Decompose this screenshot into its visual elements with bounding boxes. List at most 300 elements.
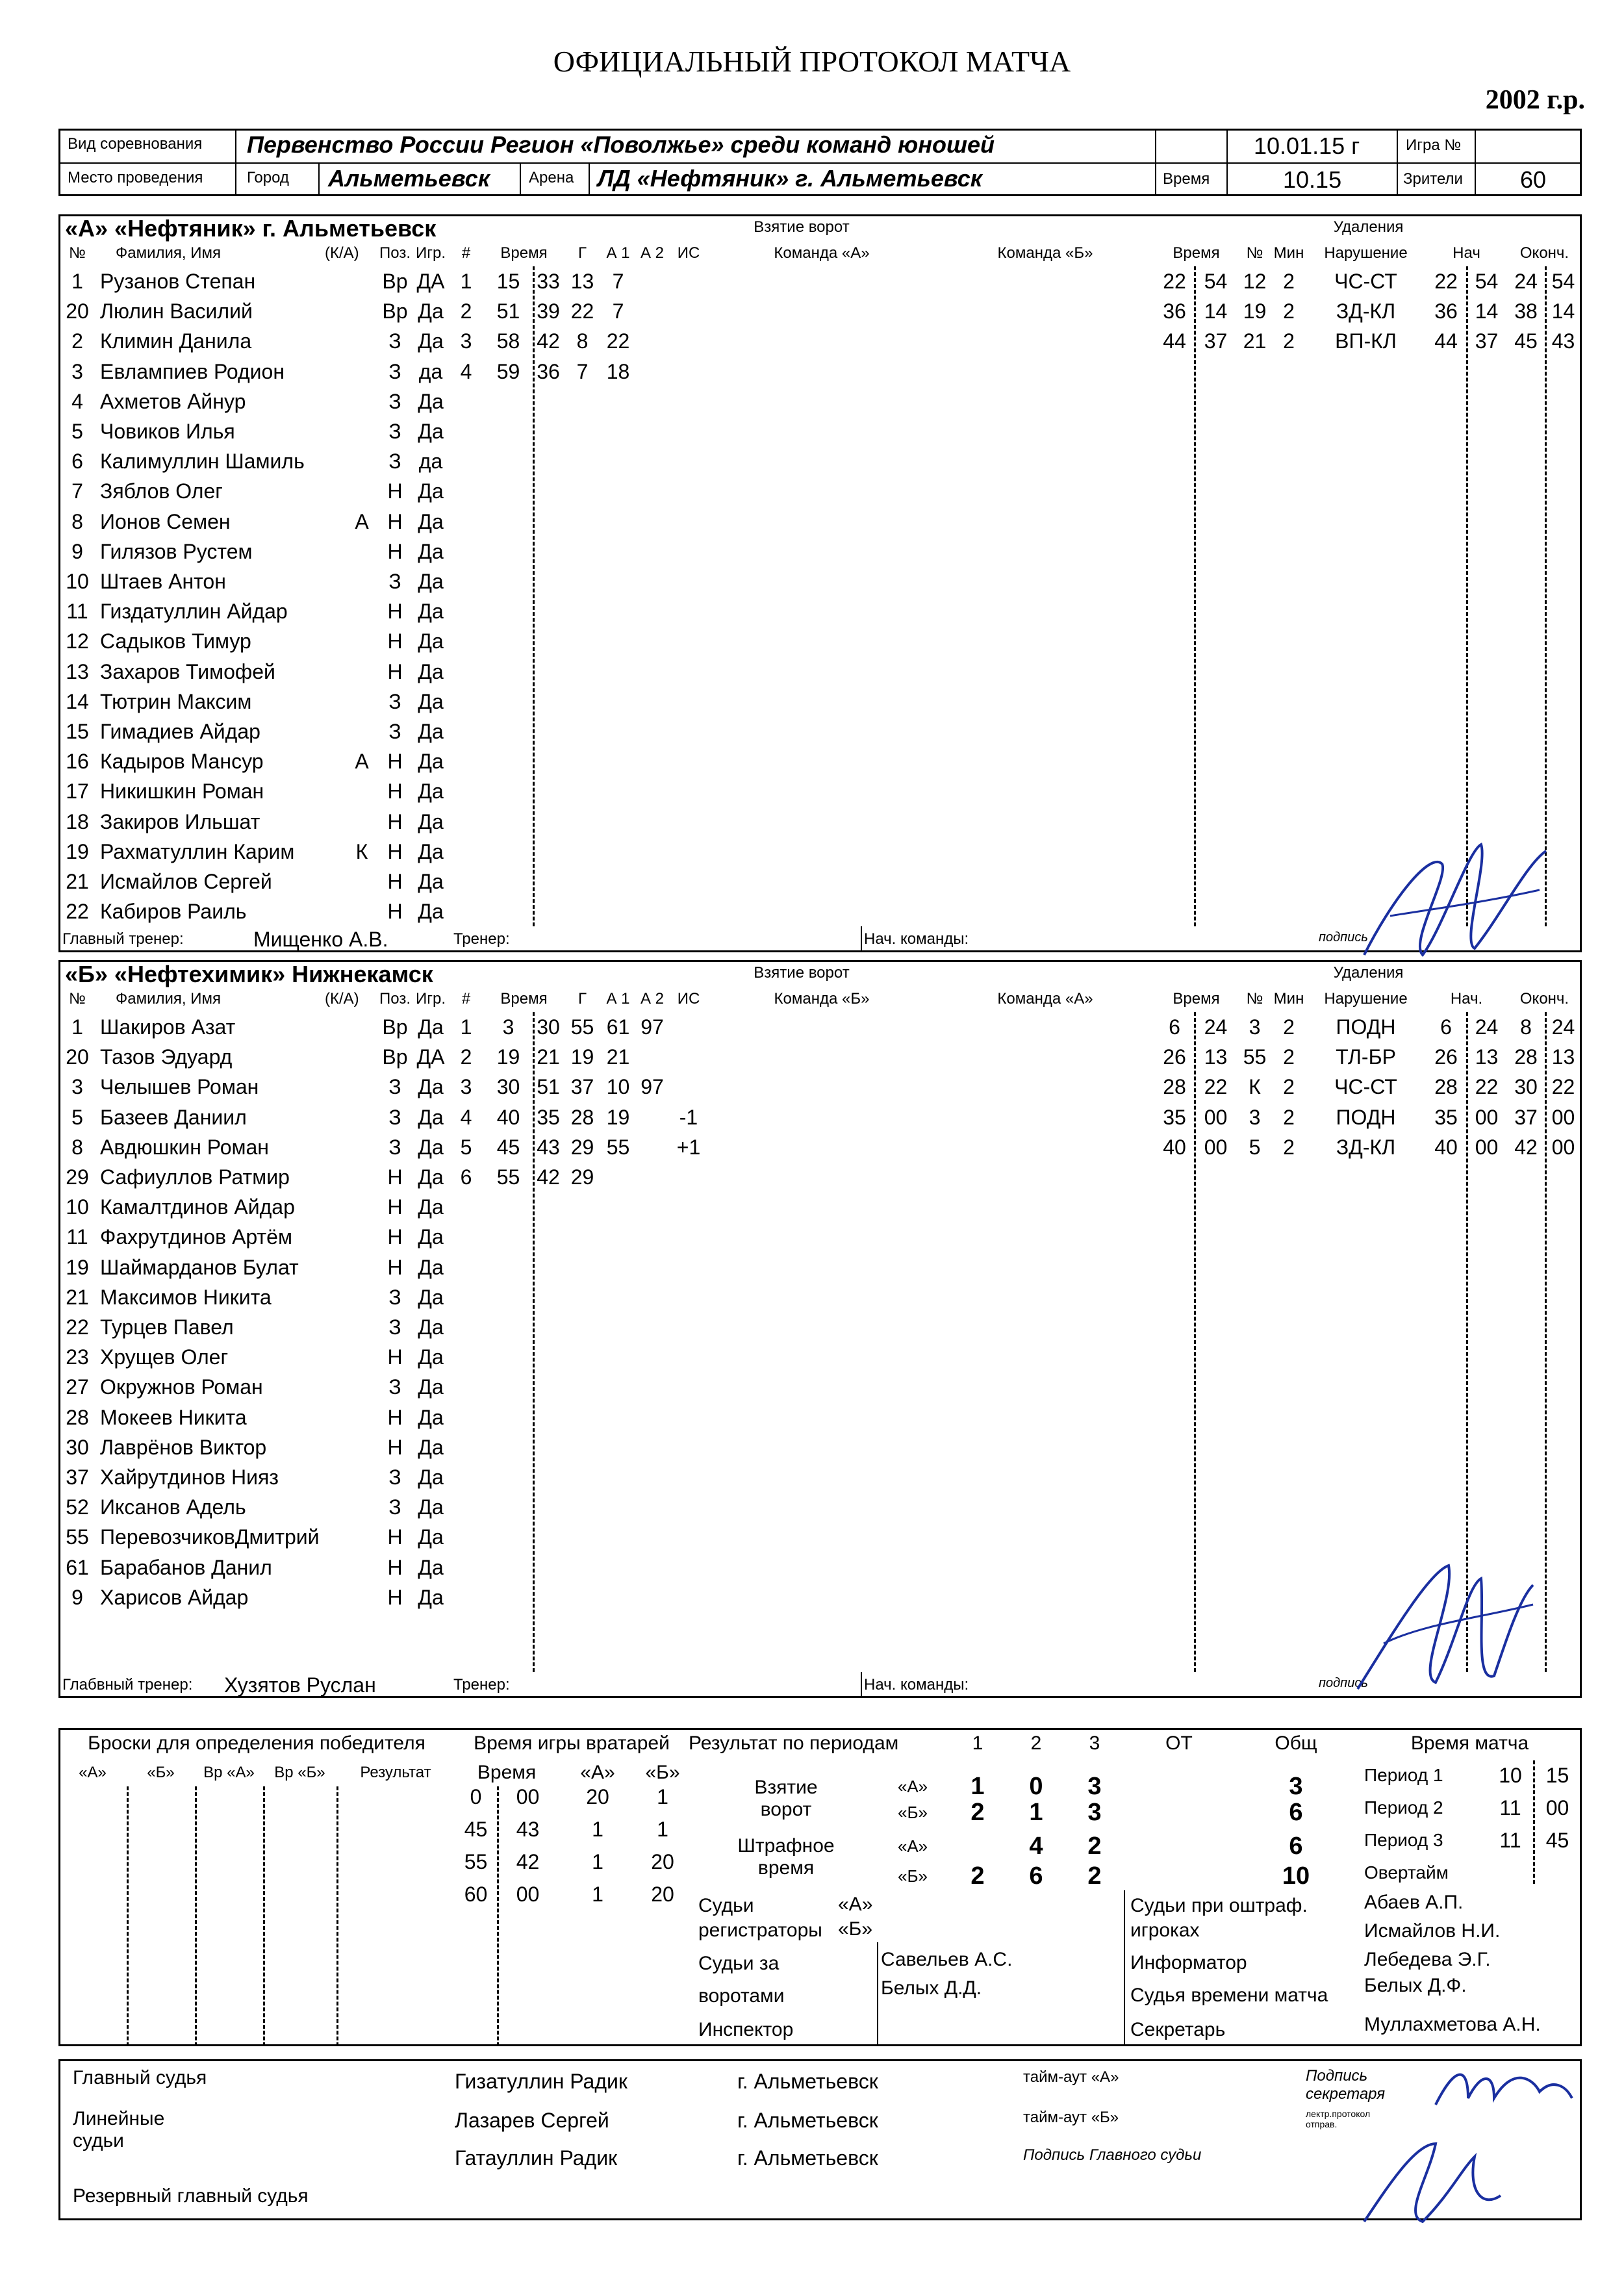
player-name: Харисов Айдар [100,1586,249,1609]
player-name: Фахрутдинов Артём [100,1225,292,1249]
goal-no: 3 [460,1075,472,1098]
competition-value: Первенство России Регион «Поволжье» среди команд юношей [247,131,995,158]
year-label: 2002 г.р. [1485,85,1585,115]
player-name: Гимадиев Айдар [100,720,260,743]
player-no: 12 [66,629,89,653]
col-violation: Нарушение [1324,244,1408,262]
period-value: 2 [971,1799,985,1826]
period-col: ОТ [1165,1732,1193,1754]
coach-label: Тренер: [453,930,510,948]
player-pos: Н [387,660,403,683]
main-referee-label: Главный судья [73,2067,207,2088]
player-pos: З [388,1495,401,1519]
player-name: Иксанов Адель [100,1495,246,1519]
signature-label: подпись [1319,930,1368,945]
player-name: Мокеев Никита [100,1406,247,1429]
player-played: Да [418,1075,444,1098]
pen-min: 44 [1163,329,1186,353]
gk-a: 1 [592,1883,603,1906]
match-period-label: Период 3 [1364,1830,1443,1850]
goal-min: 3 [502,1015,514,1039]
col-no: № [69,990,86,1008]
team-a-penalties-title: Удаления [1333,218,1404,236]
player-no: 13 [66,660,89,683]
gk-col: Время [477,1762,537,1783]
goal-assist-2 [635,357,669,387]
player-name: Рузанов Степан [100,270,256,293]
player-played: Да [418,1406,444,1429]
player-pos: Н [387,1225,403,1249]
player-pos: З [388,1375,401,1399]
player-pos: З [388,329,401,353]
player-played: Да [418,1556,444,1579]
pen-end-sec: 43 [1551,329,1575,353]
grid-line [861,1672,862,1698]
player-no: 2 [71,329,83,353]
player-played: Да [418,510,444,533]
period-value: 6 [1289,1799,1303,1826]
linesman-1-city: г. Альметьевск [737,2109,878,2132]
player-name: Гилязов Рустем [100,540,253,563]
time-divider [1533,1760,1535,1884]
goal-sec: 43 [537,1136,560,1159]
player-name: Сафиуллов Ратмир [100,1165,290,1189]
pen-end-sec: 22 [1551,1075,1575,1098]
player-played: Да [418,329,444,353]
player-name: Рахматуллин Карим [100,840,295,863]
col-team-1: Команда «Б» [774,990,870,1008]
col-pos: Поз. [379,990,411,1008]
spectators-value: 60 [1520,166,1547,193]
goal-assist-1: 7 [612,299,624,323]
shootout-col: Вр «А» [203,1764,255,1781]
player-no: 27 [66,1375,89,1399]
pen-end-min: 28 [1514,1045,1538,1069]
player-played: Да [418,1195,444,1219]
informer-label: Информатор [1130,1952,1247,1973]
pen-start-sec: 37 [1475,329,1499,353]
col-a1: А 1 [606,990,630,1008]
player-played: Да [418,479,444,503]
period-value: 3 [1087,1799,1102,1826]
player-pos: Н [387,1345,403,1369]
period-value: 6 [1289,1833,1303,1860]
col-pen-no: № [1246,244,1263,262]
match-period-sec: 15 [1545,1764,1569,1787]
player-no: 1 [71,270,83,293]
player-name: Зяблов Олег [100,479,223,503]
goal-min: 51 [496,299,520,323]
linesman-1-name: Лазарев Сергей [455,2109,609,2132]
gk-sec: 00 [516,1785,540,1808]
period-team: «А» [897,1836,928,1856]
player-no: 7 [71,479,83,503]
date-value: 10.01.15 г [1254,133,1360,159]
player-played: Да [418,1495,444,1519]
player-pos: З [388,420,401,443]
player-played: Да [418,1525,444,1549]
pen-violation: ЧС-СТ [1334,1075,1397,1098]
player-played: Да [418,1165,444,1189]
pen-player: 3 [1249,1106,1261,1129]
player-pos: Вр [382,1015,408,1039]
goal-assist-1: 61 [606,1015,630,1039]
period-value: 2 [1087,1862,1102,1890]
player-pos: Н [387,840,403,863]
pen-start-sec: 22 [1475,1075,1499,1098]
pen-start-min: 6 [1440,1015,1452,1039]
pen-end-sec: 13 [1551,1045,1575,1069]
pen-violation: ПОДН [1336,1106,1396,1129]
match-period-min [1488,1858,1533,1888]
player-name: Шаймарданов Булат [100,1256,299,1279]
player-played: Да [418,1106,444,1129]
player-pos: Н [387,1165,403,1189]
pen-start-sec: 00 [1475,1106,1499,1129]
goal-situation [669,1162,708,1192]
linesman-2-city: г. Альметьевск [737,2146,878,2170]
gk-min: 45 [464,1818,488,1841]
reserve-referee-label: Резервный главный судья [73,2185,309,2207]
player-pos [377,1612,413,1642]
player-pos: З [388,1075,401,1098]
col-ka: (К/А) [325,990,359,1008]
signature-team-b [1338,1546,1546,1715]
player-played: да [418,360,443,383]
pen-sec: 00 [1204,1106,1228,1129]
player-name [100,1642,355,1672]
time-label: Время [1163,170,1210,188]
goal-sec: 39 [537,299,560,323]
col-is: ИС [677,244,700,262]
goal-assist-1: 21 [606,1045,630,1069]
player-no: 3 [71,1075,83,1098]
player-played: Да [418,690,444,713]
col-a2: А 2 [640,244,665,262]
goal-no: 4 [460,360,472,383]
player-name: Климин Данила [100,329,252,353]
pen-violation: ВП-КЛ [1335,329,1397,353]
col-pen-no: № [1246,990,1263,1008]
gk-b: 1 [657,1785,668,1808]
gk-min: 60 [464,1883,488,1906]
player-no: 23 [66,1345,89,1369]
team-b-goals-title: Взятие ворот [754,964,850,982]
col-time: Время [500,244,548,262]
game-no-label: Игра № [1406,136,1462,154]
match-time-title: Время матча [1410,1732,1529,1754]
col-no: № [69,244,86,262]
protocol-sent-label: лектр.протокол отправ. [1306,2109,1371,2129]
player-no: 21 [66,1286,89,1309]
pen-minutes: 2 [1283,1045,1295,1069]
player-no: 6 [71,450,83,473]
team-a-title: «А» «Нефтяник» г. Альметьевск [65,215,437,242]
col-played: Игр. [415,244,446,262]
player-no: 37 [66,1465,89,1489]
player-pos: Вр [382,270,408,293]
pen-sec: 37 [1204,329,1228,353]
player-no: 15 [66,720,89,743]
player-ka: А [355,750,369,773]
player-pos: З [388,360,401,383]
player-played: Да [418,299,444,323]
goal-scorer: 13 [570,270,594,293]
goal-judge-1: Савельев А.С. [881,1949,1013,1970]
pen-start-sec: 13 [1475,1045,1499,1069]
col-pen-min: Мин [1273,990,1304,1008]
pen-sec: 24 [1204,1015,1228,1039]
player-no: 19 [66,1256,89,1279]
goal-assist-2 [635,326,669,356]
pen-start-min: 36 [1434,299,1458,323]
period-value: 1 [971,1773,985,1800]
periods-title: Результат по периодам [689,1732,899,1754]
period-col: Общ [1275,1732,1317,1754]
goal-assist-2 [635,1162,669,1192]
player-ka: А [355,510,369,533]
goal-assist-2 [635,1132,669,1162]
goal-scorer: 7 [576,360,589,383]
gk-col: «Б» [645,1762,680,1783]
player-pos: З [388,720,401,743]
secretary-label: Секретарь [1130,2019,1226,2040]
goal-no: 2 [460,299,472,323]
goal-min: 55 [496,1165,520,1189]
player-pos: Н [387,629,403,653]
goal-assist-1: 7 [612,270,624,293]
player-played: Да [418,840,444,863]
pen-player: 3 [1249,1015,1261,1039]
player-pos: З [388,1465,401,1489]
pen-min: 40 [1163,1136,1186,1159]
col-a1: А 1 [606,244,630,262]
player-pos: Н [387,479,403,503]
player-name: Базеев Даниил [100,1106,247,1129]
player-played: Да [418,1436,444,1459]
player-no: 14 [66,690,89,713]
pim-label: Штрафное время [737,1835,835,1879]
player-no: 30 [66,1436,89,1459]
pen-start-min: 28 [1434,1075,1458,1098]
pen-judge-1: Абаев А.П. [1364,1892,1464,1913]
page-title: ОФИЦИАЛЬНЫЙ ПРОТОКОЛ МАТЧА [553,45,1071,78]
player-no: 17 [66,780,89,803]
player-no: 4 [71,390,83,413]
col-pen-time: Время [1173,244,1220,262]
grid-line [861,926,862,952]
goal-no: 6 [460,1165,472,1189]
goal-no: 1 [460,1015,472,1039]
player-pos: Вр [382,299,408,323]
player-name: Тютрин Максим [100,690,252,713]
gk-b: 1 [657,1818,668,1841]
player-pos: Н [387,1406,403,1429]
pen-end-min: 24 [1514,270,1538,293]
player-played: Да [418,1286,444,1309]
coach-label: Тренер: [453,1676,510,1694]
head-coach-name: Мищенко А.В. [253,928,388,952]
goal-assist-2 [635,1102,669,1132]
goals-label: Взятие ворот [754,1777,818,1820]
time-divider [263,1786,265,2046]
player-no: 10 [66,570,89,593]
period-value: 2 [1087,1833,1102,1860]
signature-secretary [1429,2053,1579,2124]
player-pos: Н [387,1436,403,1459]
player-played [413,1612,448,1642]
match-period-min: 10 [1499,1764,1522,1787]
spectators-label: Зрители [1403,170,1463,188]
player-played: Да [418,1375,444,1399]
time-divider [127,1786,129,2046]
player-no: 10 [66,1195,89,1219]
player-no: 61 [66,1556,89,1579]
pen-end-sec: 00 [1551,1106,1575,1129]
pen-sec: 13 [1204,1045,1228,1069]
pen-minutes: 2 [1283,329,1295,353]
gk-sec: 42 [516,1850,540,1873]
goal-situation [669,1072,708,1102]
goal-no: 5 [460,1136,472,1159]
player-name: Камалтдинов Айдар [100,1195,295,1219]
player-no: 22 [66,900,89,923]
period-value: 3 [1289,1773,1303,1800]
grid-line [877,1942,878,2046]
player-played: Да [418,1465,444,1489]
gk-col: «А» [580,1762,615,1783]
player-name: Гиздатуллин Айдар [100,600,288,623]
period-value [1124,1832,1234,1860]
gk-min: 55 [464,1850,488,1873]
player-name: Човиков Илья [100,420,235,443]
pen-start-sec: 24 [1475,1015,1499,1039]
secretary-value: Муллахметова А.Н. [1364,2014,1541,2035]
player-pos: Н [387,540,403,563]
pen-violation: ЗД-КЛ [1336,1136,1396,1159]
pen-end-min: 37 [1514,1106,1538,1129]
col-pen-min: Мин [1273,244,1304,262]
inspector-label: Инспектор [698,2019,794,2040]
match-period-label: Овертайм [1364,1862,1449,1883]
goal-assist-1 [601,1162,635,1192]
player-name: Кабиров Раиль [100,900,247,923]
player-pos: Н [387,510,403,533]
timekeeper-label: Судья времени матча [1130,1985,1328,2006]
period-col: 3 [1089,1732,1100,1754]
player-pos: З [388,1315,401,1339]
player-played: Да [418,1315,444,1339]
city-label: Город [247,169,289,186]
team-a-goals-title: Взятие ворот [754,218,850,236]
match-period-sec [1533,1858,1582,1888]
pen-end-sec: 54 [1551,270,1575,293]
player-no: 21 [66,870,89,893]
match-period-sec: 00 [1545,1796,1569,1820]
player-name: Штаев Антон [100,570,226,593]
player-no: 11 [66,600,88,623]
player-pos: Н [387,750,403,773]
goal-situation [669,266,708,296]
player-played: Да [418,660,444,683]
goal-assist-1: 55 [606,1136,630,1159]
player-no: 9 [71,540,83,563]
player-name: Барабанов Данил [100,1556,272,1579]
pen-start-sec: 14 [1475,299,1499,323]
reg-a: «А» [838,1894,873,1915]
pen-minutes: 2 [1283,1075,1295,1098]
goal-min: 19 [496,1045,520,1069]
player-no [58,1642,96,1672]
col-pos: Поз. [379,244,411,262]
player-name: Исмайлов Сергей [100,870,272,893]
player-name: Захаров Тимофей [100,660,275,683]
player-pos: Н [387,1525,403,1549]
arena-label: Арена [529,169,574,186]
main-referee-city: г. Альметьевск [737,2070,878,2093]
goal-sec: 51 [537,1075,560,1098]
pen-player: 5 [1249,1136,1261,1159]
player-pos: Н [387,780,403,803]
player-played: Да [418,540,444,563]
linesman-2-name: Гатауллин Радик [455,2146,618,2170]
goal-min: 40 [496,1106,520,1129]
main-referee-name: Гизатуллин Радик [455,2070,628,2093]
pen-judges-label: Судьи при оштраф. игроках [1130,1895,1308,1941]
goal-scorer: 29 [570,1165,594,1189]
goal-min: 15 [496,270,520,293]
player-played: Да [418,900,444,923]
competition-label: Вид соревнования [68,135,203,153]
player-name: Максимов Никита [100,1286,272,1309]
period-value [948,1832,1007,1860]
goal-no: 1 [460,270,472,293]
goal-judge-2: Белых Д.Д. [881,1977,982,1999]
player-no: 18 [66,810,89,833]
goal-assist-2 [635,296,669,326]
goal-scorer: 8 [576,329,589,353]
pen-min: 22 [1163,270,1186,293]
player-pos: Вр [382,1045,408,1069]
player-name: Ионов Семен [100,510,231,533]
pen-start-min: 40 [1434,1136,1458,1159]
gk-b: 20 [651,1850,674,1873]
player-name: Челышев Роман [100,1075,259,1098]
pen-min: 35 [1163,1106,1186,1129]
col-ka: (К/А) [325,244,359,262]
signature-team-a [1351,825,1572,981]
player-name: Закиров Ильшат [100,810,260,833]
player-played: Да [418,420,444,443]
city-value: Альметьевск [328,165,490,192]
pen-end-sec: 14 [1551,299,1575,323]
shootout-col: «А» [79,1764,107,1781]
pen-sec: 54 [1204,270,1228,293]
pen-violation: ТЛ-БР [1336,1045,1396,1069]
col-name: Фамилия, Имя [116,990,221,1008]
period-value [1124,1799,1234,1825]
period-team: «Б» [898,1803,928,1822]
pen-violation: ЧС-СТ [1334,270,1397,293]
shootout-col: Результат [360,1764,431,1781]
player-no: 1 [71,1015,83,1039]
goal-scorer: 29 [570,1136,594,1159]
pen-minutes: 2 [1283,270,1295,293]
col-played: Игр. [415,990,446,1008]
goal-no: 4 [460,1106,472,1129]
player-played: да [418,450,443,473]
pen-player: 21 [1243,329,1267,353]
